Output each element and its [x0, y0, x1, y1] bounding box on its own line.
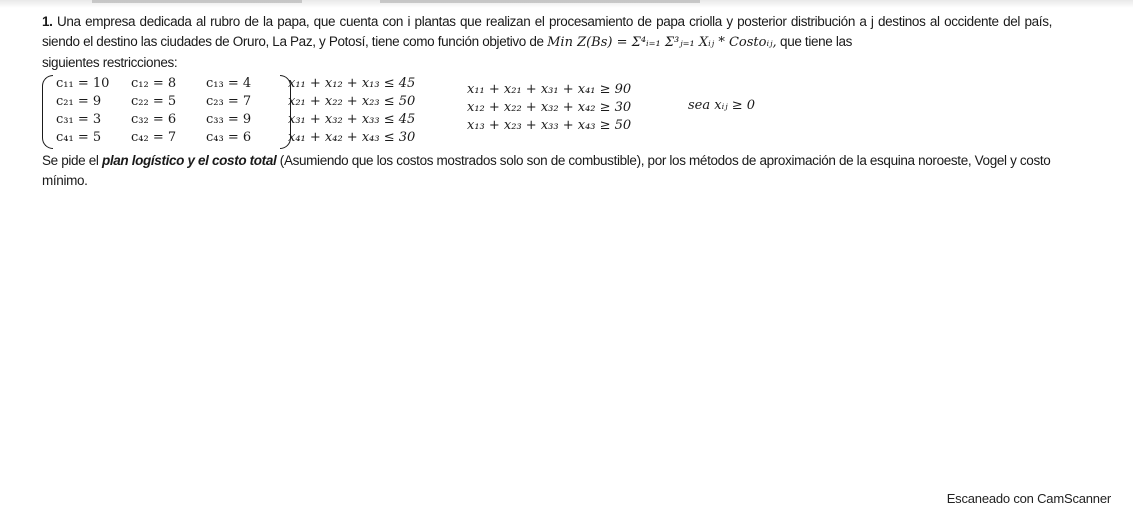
problem-intro: Una empresa dedicada al rubro de la papa, que cuenta con i plantas que realizan el procesamiento de papa criolla y posterior distribución a j destinos al occidente del país, siendo el destino las ciudades de Oruro, La Paz, y Potosí, tiene como función objetivo de [42, 14, 1052, 49]
cost-cell: c₂₂ = 5 [131, 94, 177, 109]
request-prefix: Se pide el [42, 153, 99, 168]
demand-constraint: x₁₁ + x₂₁ + x₃₁ + x₄₁ ≥ 90 [467, 82, 632, 97]
cost-cell: c₄₃ = 6 [206, 130, 252, 145]
cost-matrix-row [56, 93, 282, 111]
supply-constraint: x₃₁ + x₃₂ + x₃₃ ≤ 45 [288, 112, 416, 127]
cost-cell: c₂₁ = 9 [56, 94, 102, 109]
problem-statement [42, 12, 1052, 53]
supply-constraint: x₄₁ + x₄₂ + x₄₃ ≤ 30 [288, 130, 416, 145]
constraints-block [42, 75, 1082, 149]
cost-cell: c₄₁ = 5 [56, 130, 102, 145]
demand-constraint: x₁₃ + x₂₃ + x₃₃ + x₄₃ ≥ 50 [467, 118, 632, 133]
cost-cell: c₃₃ = 9 [206, 112, 252, 127]
nonnegativity-constraint: sea xᵢⱼ ≥ 0 [688, 98, 756, 113]
cost-cell: c₁₂ = 8 [131, 76, 177, 91]
cost-cell: c₁₃ = 4 [206, 76, 252, 91]
request-statement [42, 151, 1052, 191]
camscanner-watermark: Escaneado con CamScanner [946, 491, 1111, 506]
problem-intro-end: que tiene las [780, 34, 853, 49]
cost-cell: c₁₁ = 10 [56, 76, 110, 91]
supply-constraints [288, 75, 415, 147]
problem-number: 1. [42, 14, 53, 29]
cost-cell: c₃₁ = 3 [56, 112, 102, 127]
request-rest: (Asumiendo que los costos mostrados solo son de combustible), por los métodos de aproximación de la esquina noroeste, Vogel y costo mínimo. [42, 153, 1051, 188]
cost-cell: c₃₂ = 6 [131, 112, 177, 127]
request-emphasis: plan logístico y el costo total [101, 153, 277, 168]
objective-function: Min Z(Bs) = Σ⁴ᵢ₌₁ Σ³ⱼ₌₁ Xᵢⱼ * Costoᵢⱼ, [547, 35, 777, 50]
cost-matrix-row [56, 111, 282, 129]
scan-top-edge [0, 0, 1133, 8]
supply-constraint: x₂₁ + x₂₂ + x₂₃ ≤ 50 [288, 94, 416, 109]
constraints-label: siguientes restricciones: [42, 55, 178, 70]
demand-constraints [467, 81, 631, 135]
cost-cell: c₄₂ = 7 [131, 130, 177, 145]
cost-cell: c₂₃ = 7 [206, 94, 252, 109]
cost-matrix [56, 75, 282, 147]
cost-matrix-row [56, 75, 282, 93]
document-page [42, 12, 1082, 191]
supply-constraint: x₁₁ + x₁₂ + x₁₃ ≤ 45 [288, 76, 416, 91]
cost-matrix-row [56, 129, 282, 147]
cropped-text-fragment [92, 0, 302, 3]
matrix-left-paren [42, 75, 53, 149]
cropped-text-fragment [380, 0, 700, 3]
demand-constraint: x₁₂ + x₂₂ + x₃₂ + x₄₂ ≥ 30 [467, 100, 632, 115]
